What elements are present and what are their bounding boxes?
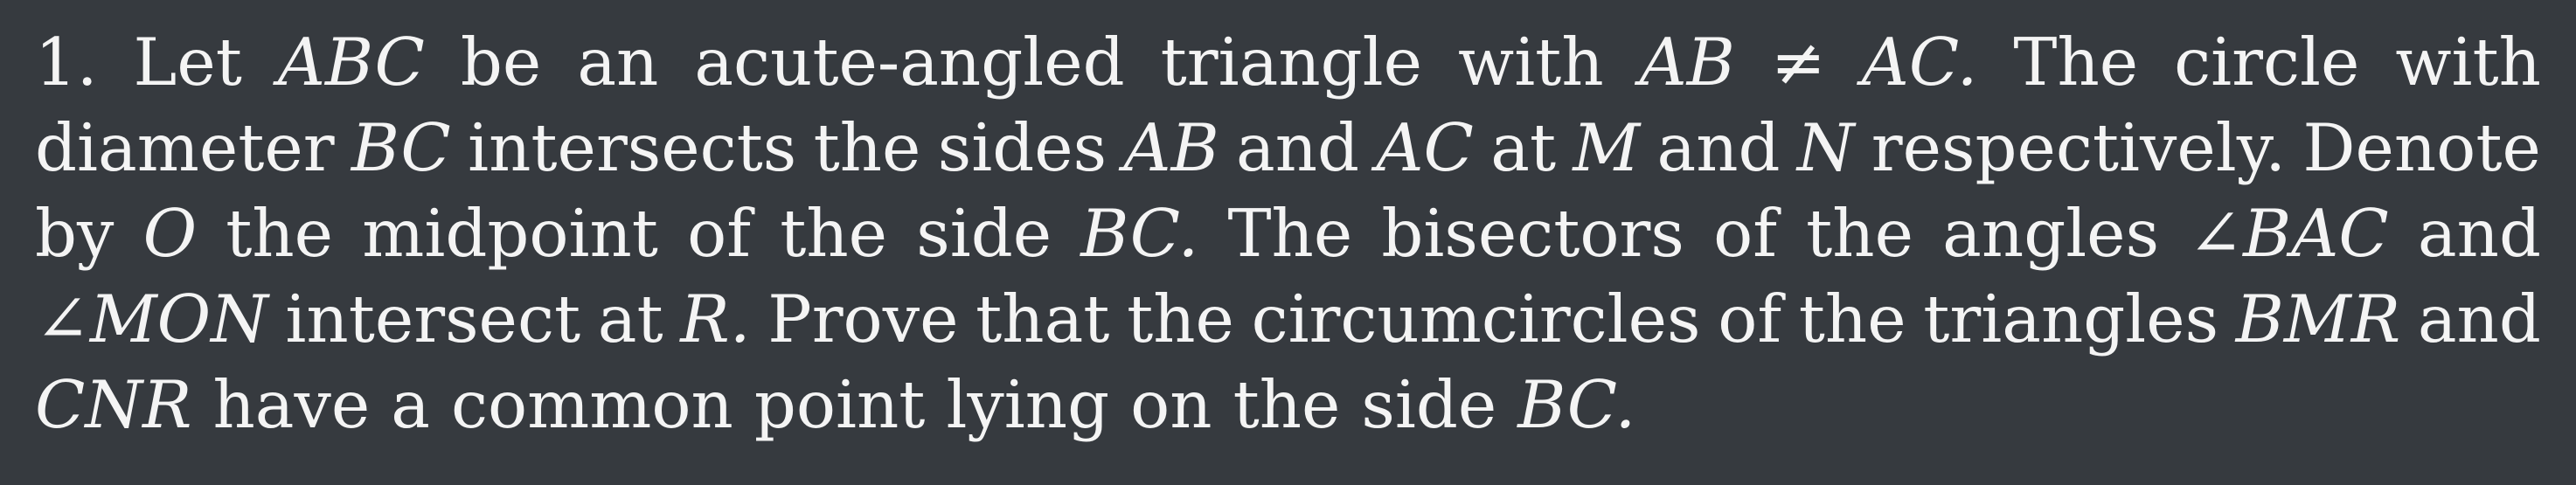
word: midpoint <box>362 195 658 272</box>
word: intersects <box>468 109 797 186</box>
problem-line-2 <box>35 105 2541 191</box>
word: with <box>2395 24 2541 100</box>
word: and <box>2417 195 2541 272</box>
word: triangle <box>1160 24 1423 100</box>
word: and <box>2417 281 2541 357</box>
word: that <box>976 281 1110 357</box>
word: lying <box>946 366 1110 443</box>
word: the <box>1798 281 1906 357</box>
word: circumcircles <box>1251 281 1701 357</box>
word: circle <box>2174 24 2360 100</box>
word: the <box>1806 195 1913 272</box>
word: intersect <box>285 281 581 357</box>
math-term: ABC <box>277 24 425 100</box>
word: bisectors <box>1381 195 1684 272</box>
math-term: BC <box>351 109 451 186</box>
word: diameter <box>35 109 335 186</box>
word: at <box>1490 109 1557 186</box>
math-term: AB <box>1123 109 1219 186</box>
word: the <box>813 109 921 186</box>
word: have <box>212 366 371 443</box>
word: Let <box>133 24 242 100</box>
math-term: ∠MON <box>35 281 268 357</box>
problem-line-4 <box>35 276 2541 362</box>
word: of <box>1718 281 1782 357</box>
word: the <box>226 195 334 272</box>
word: of <box>687 195 752 272</box>
problem-line-3 <box>35 191 2541 276</box>
word: a <box>391 366 430 443</box>
word: of <box>1713 195 1777 272</box>
word: common <box>450 366 733 443</box>
math-term: N <box>1796 109 1855 186</box>
word: with <box>1458 24 1604 100</box>
math-term: M <box>1573 109 1641 186</box>
word: The <box>2013 24 2139 100</box>
word: on <box>1130 366 1212 443</box>
word: The <box>1227 195 1353 272</box>
word: at <box>597 281 663 357</box>
math-term: AB <box>1639 24 1735 100</box>
word: Prove <box>767 281 959 357</box>
word: the <box>1127 281 1234 357</box>
problem-number: 1. <box>35 24 98 100</box>
word: sides <box>937 109 1107 186</box>
word: angles <box>1942 195 2160 272</box>
math-term: R. <box>680 281 751 357</box>
word: side <box>916 195 1052 272</box>
word: an <box>577 24 659 100</box>
math-term: AC <box>1376 109 1474 186</box>
word: side <box>1361 366 1497 443</box>
word: point <box>753 366 926 443</box>
math-term: BMR <box>2235 281 2401 357</box>
word: Denote <box>2302 109 2541 186</box>
word: by <box>35 195 115 272</box>
math-term: ∠BAC <box>2188 195 2389 272</box>
math-term: AC. <box>1861 24 1978 100</box>
word: triangles <box>1923 281 2219 357</box>
math-term: BC. <box>1080 195 1199 272</box>
math-term: BC. <box>1517 366 1636 443</box>
word: and <box>1236 109 1360 186</box>
word: acute-angled <box>694 24 1125 100</box>
word: and <box>1656 109 1781 186</box>
word: the <box>780 195 888 272</box>
problem-line-1 <box>35 19 2541 105</box>
word: be <box>460 24 542 100</box>
word: respectively. <box>1871 109 2287 186</box>
math-term: CNR <box>35 366 192 443</box>
math-term: O <box>142 195 198 272</box>
math-symbol: ≠ <box>1770 24 1826 100</box>
word: the <box>1232 366 1341 443</box>
problem-line-5 <box>35 362 2541 447</box>
